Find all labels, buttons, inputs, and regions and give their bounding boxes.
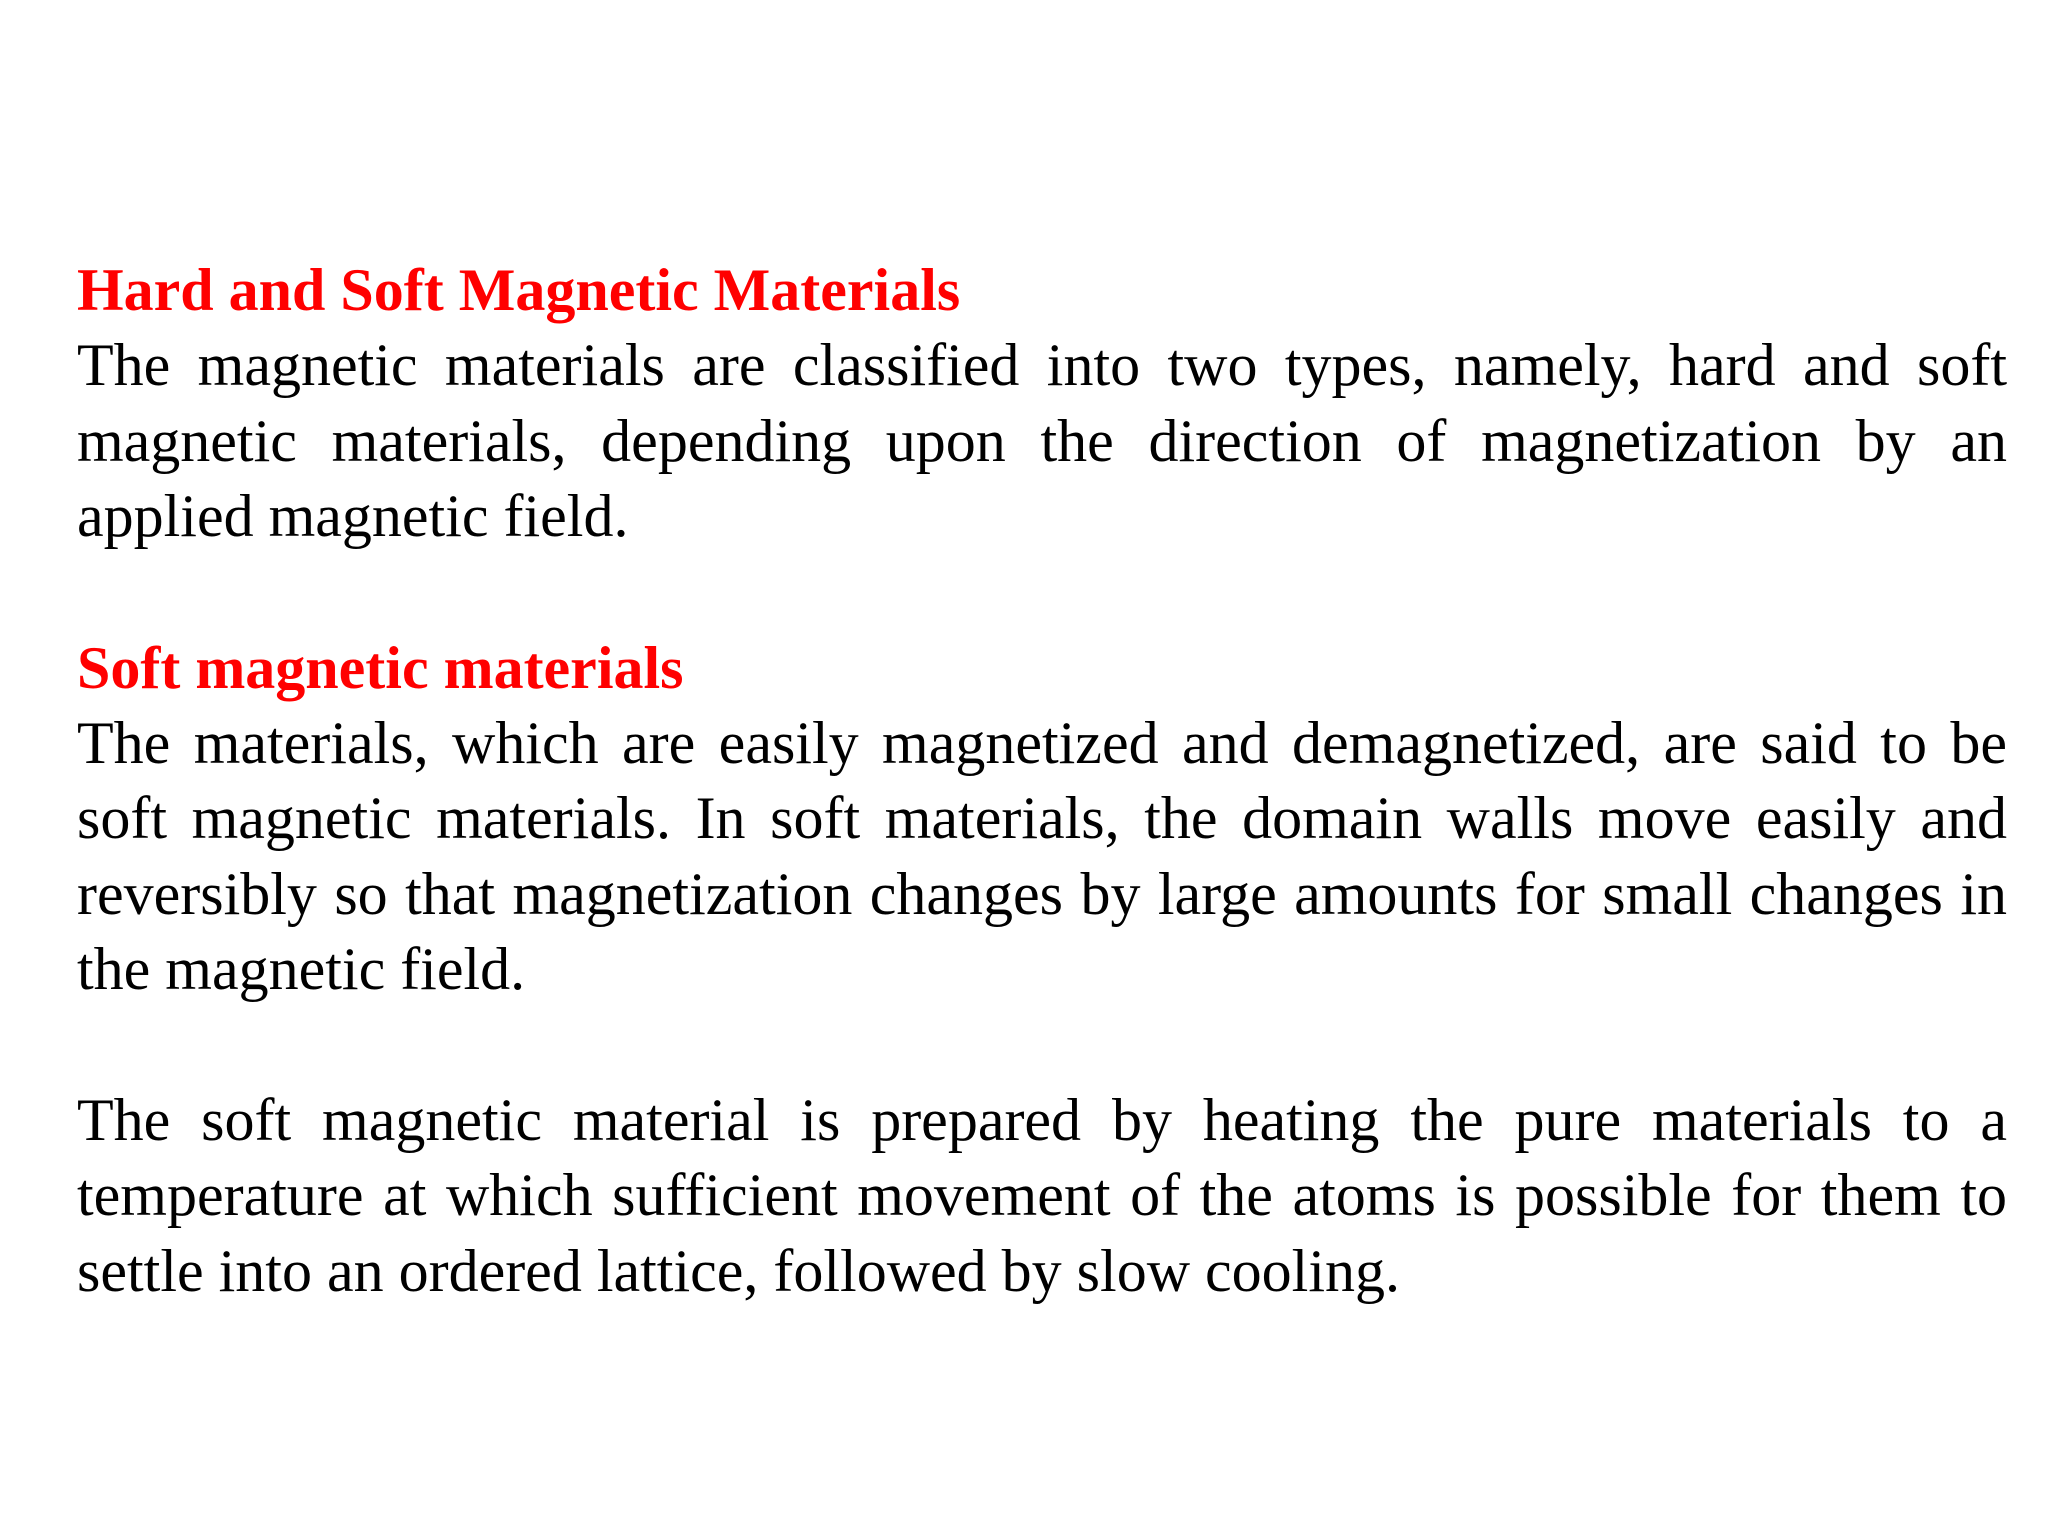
section-heading-soft-magnetic: Soft magnetic materials (77, 634, 684, 701)
section-heading-hard-and-soft: Hard and Soft Magnetic Materials (77, 257, 961, 323)
paragraph-soft-definition: The materials, which are easily magnetized and demagnetized, are said to be soft magnetic materials. In soft materials, the domain walls move easily and reversibly so that magnetization changes by large amounts for small changes in the magnetic field. (77, 709, 2007, 1002)
paragraph-soft-preparation: The soft magnetic material is prepared by heating the pure materials to a temperature at which sufficient movement of the atoms is possible for them to settle into an ordered lattice, followed by slow cooling. (77, 1086, 2007, 1304)
spacer (77, 1008, 2007, 1083)
slide-content (77, 252, 2007, 1309)
paragraph-classification: The magnetic materials are classified into two types, namely, hard and soft magnetic materials, depending upon the direction of magnetization by an applied magnetic field. (77, 332, 2007, 549)
spacer (77, 555, 2007, 630)
